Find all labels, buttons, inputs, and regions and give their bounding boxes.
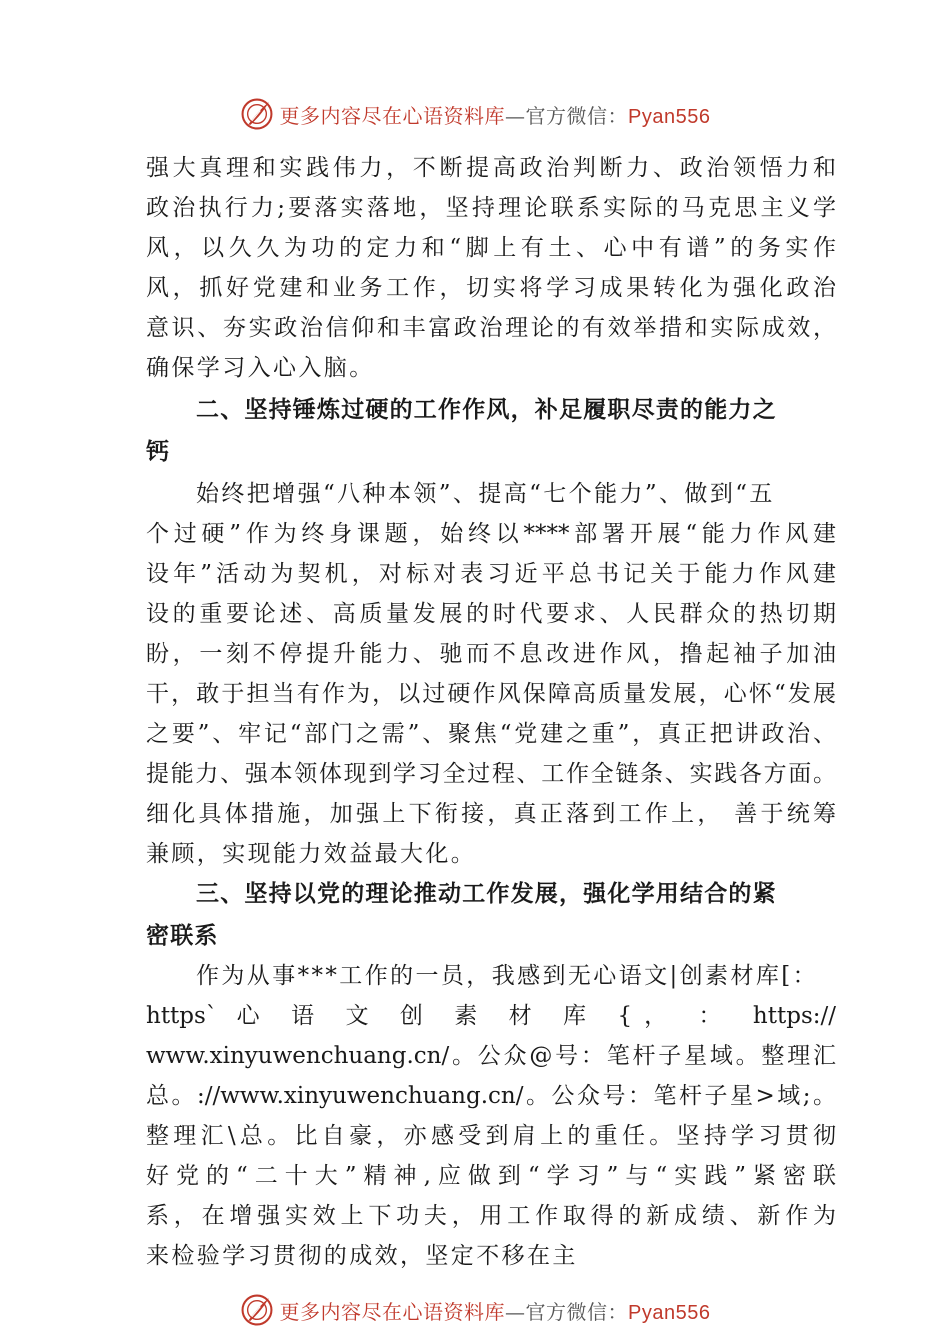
- text-line: 细化具体措施，加强上下衔接，真正落到工作上， 善于统筹: [146, 801, 836, 827]
- text-line: 干，敢于担当有作为，以过硬作风保障高质量发展，心怀“发展: [146, 681, 836, 707]
- feather-logo-icon: [240, 1293, 274, 1327]
- section-heading-2-cont: 钙: [146, 439, 171, 465]
- banner-sub-text: —官方微信：: [505, 1299, 629, 1324]
- text-line: 之要”、牢记“部门之需”、聚焦“党建之重”，真正把讲政治、: [146, 721, 836, 747]
- text-line: 总。://www.xinyuwenchuang.cn/。公众号：笔杆子星>域;。: [146, 1083, 836, 1109]
- text-line: 政治执行力;要落实落地，坚持理论联系实际的马克思主义学: [146, 195, 836, 221]
- text-line: 盼，一刻不停提升能力、驰而不息改进作风，撸起袖子加油: [146, 641, 836, 667]
- text-line: 提能力、强本领体现到学习全过程、工作全链条、实践各方面。: [146, 761, 836, 787]
- text-line: 始终把增强“八种本领”、提高“七个能力”、做到“五: [196, 481, 775, 507]
- text-line: www.xinyuwenchuang.cn/。公众@号：笔杆子星域。整理汇: [146, 1043, 836, 1069]
- text-line: 确保学习入心入脑。: [146, 355, 375, 381]
- footer-banner: [0, 1290, 950, 1330]
- text-line: 来检验学习贯彻的成效，坚定不移在主: [146, 1243, 578, 1269]
- text-line: 风，抓好党建和业务工作，切实将学习成果转化为强化政治: [146, 275, 836, 301]
- banner-main-text: 更多内容尽在心语资料库: [279, 1299, 506, 1324]
- text-line: 风，以久久为功的定力和“脚上有土、心中有谱”的务实作: [146, 235, 836, 261]
- section-heading-3-cont: 密联系: [146, 923, 219, 949]
- text-line: 兼顾，实现能力效益最大化。: [146, 841, 477, 867]
- text-line: 整理汇\总。比自豪，亦感受到肩上的重任。坚持学习贯彻: [146, 1123, 836, 1149]
- section-heading-3: 三、坚持以党的理论推动工作发展，强化学用结合的紧: [196, 881, 777, 907]
- banner-wechat-id: Pyan556: [628, 1301, 711, 1324]
- banner-title: [280, 1296, 711, 1325]
- text-line: 设的重要论述、高质量发展的时代要求、人民群众的热切期: [146, 601, 836, 627]
- text-line: https` 心 语 文 创 素 材 库 {， ： https://: [146, 1003, 836, 1029]
- text-line: 意识、夯实政治信仰和丰富政治理论的有效举措和实际成效，: [146, 315, 836, 341]
- text-line: 好党的“二十大”精神,应做到“学习”与“实践”紧密联: [146, 1163, 836, 1189]
- banner-main-text: 更多内容尽在心语资料库: [279, 103, 506, 128]
- banner-wechat-id: Pyan556: [628, 105, 711, 128]
- text-line: 个过硬”作为终身课题，始终以****部署开展“能力作风建: [146, 521, 836, 547]
- section-heading-2: 二、坚持锤炼过硬的工作作风，补足履职尽责的能力之: [196, 397, 777, 423]
- text-line: 作为从事***工作的一员，我感到无心语文|创素材库[：: [196, 963, 819, 989]
- text-line: 设年”活动为契机，对标对表习近平总书记关于能力作风建: [146, 561, 836, 587]
- text-line: 强大真理和实践伟力，不断提高政治判断力、政治领悟力和: [146, 155, 836, 181]
- text-line: 系，在增强实效上下功夫，用工作取得的新成绩、新作为: [146, 1203, 836, 1229]
- banner-sub-text: —官方微信：: [505, 103, 629, 128]
